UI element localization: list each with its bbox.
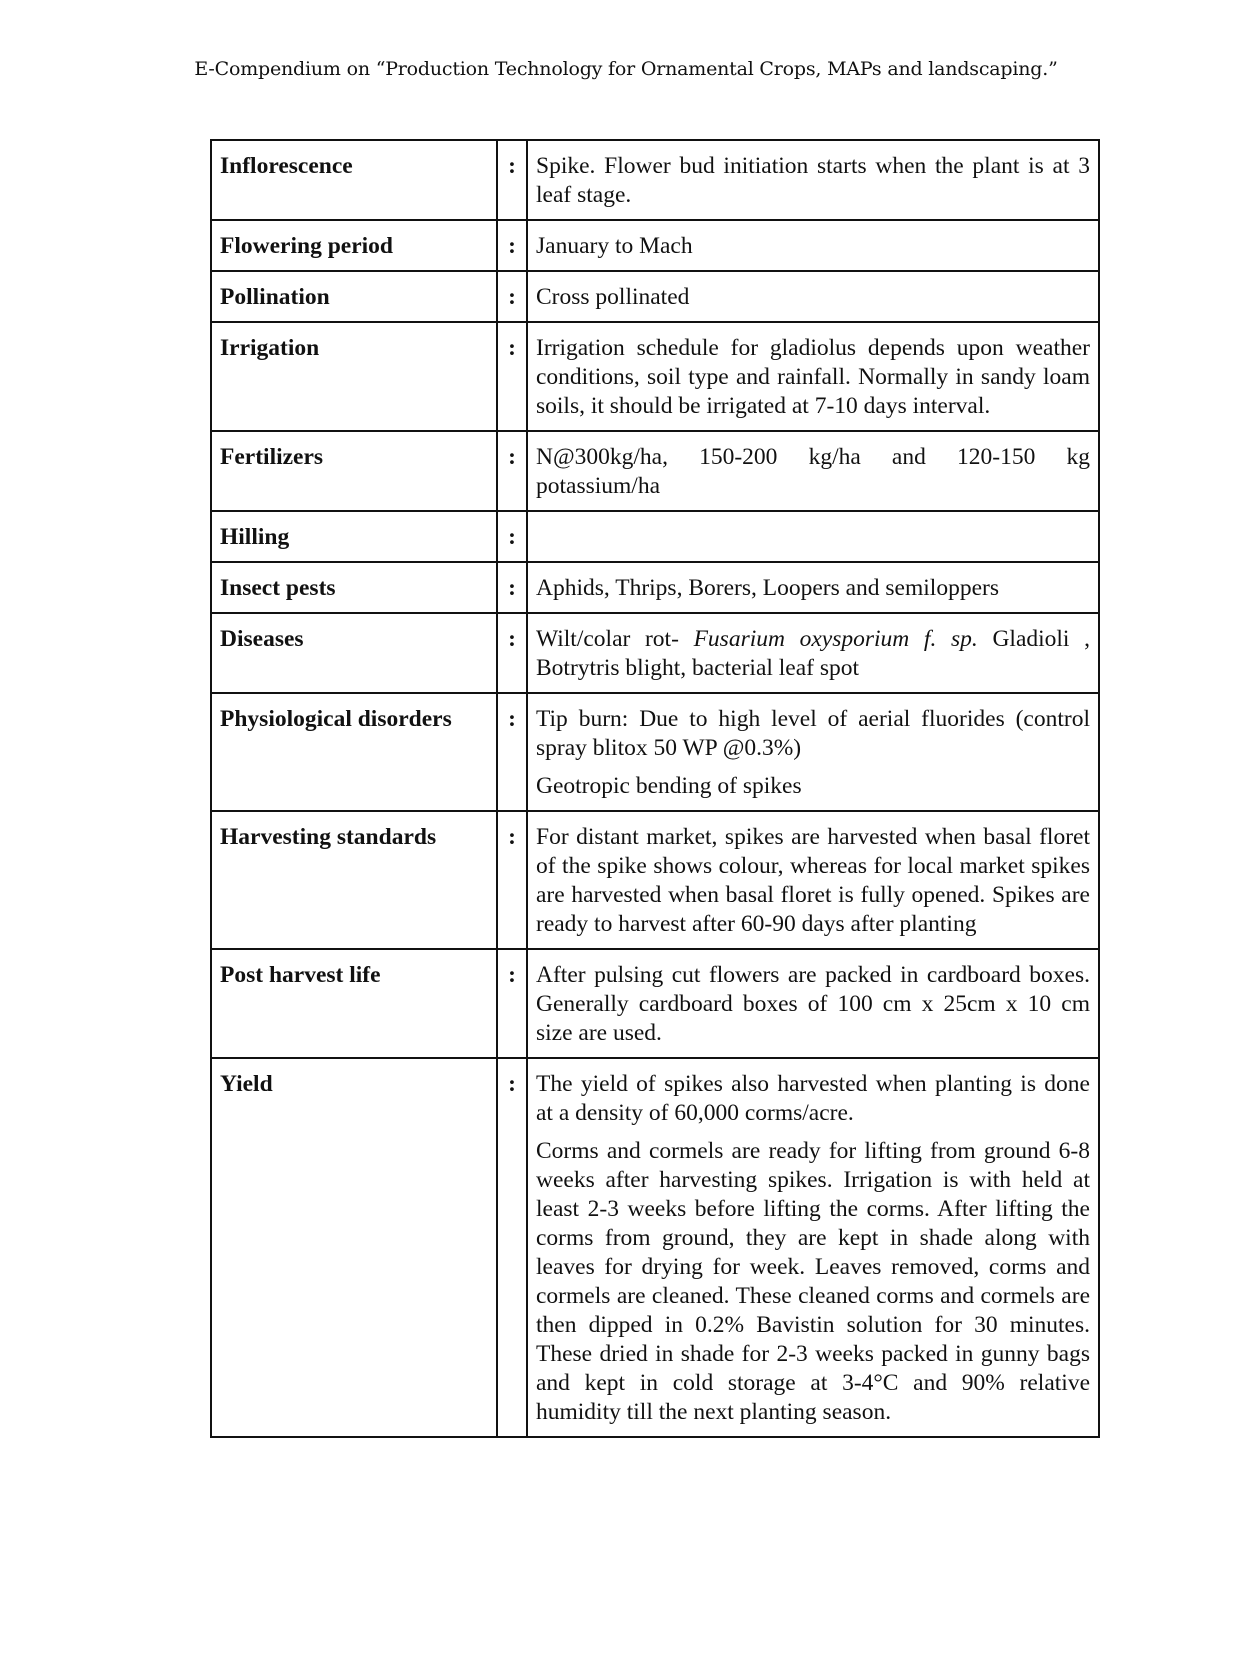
table-row (211, 562, 1099, 613)
colon-separator: : (497, 271, 527, 322)
colon-separator: : (497, 220, 527, 271)
row-value (527, 322, 1099, 431)
value-text: For distant market, spikes are harvested when basal floret of the spike shows colour, whereas for local market spikes are harvested when basal floret is fully opened. Spikes are ready to harvest after 60-90 days after planting (536, 824, 1090, 937)
table-row (211, 511, 1099, 562)
row-label: Inflorescence (211, 140, 497, 220)
value-text: Cross pollinated (536, 284, 690, 310)
row-value (527, 271, 1099, 322)
colon-separator: : (497, 1058, 527, 1437)
table-row (211, 140, 1099, 220)
value-text: Corms and cormels are ready for lifting from ground 6-8 weeks after harvesting spikes. Irrigation is with held at least 2-3 weeks before lifting the corms. After lifting the corms from ground, they are kept in shade along with leaves for drying for week. Leaves removed, corms and cormels are cleaned. These cleaned corms and cormels are then dipped in 0.2% Bavistin solution for 30 minutes. These dried in shade for 2-3 weeks packed in gunny bags and kept in cold storage at 3-4°C and 90% relative humidity till the next planting season. (536, 1138, 1090, 1425)
disease-prefix: Wilt/colar rot- (536, 626, 694, 652)
table-row (211, 1058, 1099, 1437)
value-text: Irrigation schedule for gladiolus depends upon weather conditions, soil type and rainfall. Normally in sandy loam soils, it should be irrigated at 7-10 days interval. (536, 335, 1090, 419)
row-value (527, 613, 1099, 693)
row-label: Fertilizers (211, 431, 497, 511)
value-text: January to Mach (536, 233, 693, 259)
value-text (536, 625, 1090, 683)
colon-separator: : (497, 140, 527, 220)
colon-separator: : (497, 562, 527, 613)
colon-separator: : (497, 511, 527, 562)
row-value (527, 949, 1099, 1058)
row-label: Diseases (211, 613, 497, 693)
row-label: Pollination (211, 271, 497, 322)
table-row (211, 949, 1099, 1058)
row-label: Yield (211, 1058, 497, 1437)
row-label: Flowering period (211, 220, 497, 271)
table-row (211, 271, 1099, 322)
row-label: Hilling (211, 511, 497, 562)
value-text: The yield of spikes also harvested when planting is done at a density of 60,000 corms/acre. (536, 1071, 1090, 1126)
value-text: Aphids, Thrips, Borers, Loopers and semiloppers (536, 575, 999, 601)
row-label: Insect pests (211, 562, 497, 613)
row-value (527, 562, 1099, 613)
pathogen-name: Fusarium oxysporium f. sp. (693, 626, 978, 652)
value-text: After pulsing cut flowers are packed in cardboard boxes. Generally cardboard boxes of 100 cm x 25cm x 10 cm size are used. (536, 962, 1090, 1046)
colon-separator: : (497, 431, 527, 511)
table-row (211, 613, 1099, 693)
colon-separator: : (497, 811, 527, 949)
value-text: Spike. Flower bud initiation starts when the plant is at 3 leaf stage. (536, 153, 1090, 208)
row-label: Harvesting standards (211, 811, 497, 949)
value-text: Tip burn: Due to high level of aerial fluorides (control spray blitox 50 WP @0.3%) (536, 706, 1090, 761)
row-value (527, 511, 1099, 562)
page-header: E-Compendium on “Production Technology for Ornamental Crops, MAPs and landscaping.” (194, 58, 1058, 80)
table-row (211, 431, 1099, 511)
row-value (527, 140, 1099, 220)
row-value (527, 220, 1099, 271)
row-value (527, 693, 1099, 811)
row-label: Irrigation (211, 322, 497, 431)
value-text: N@300kg/ha, 150-200 kg/ha and 120-150 kg potassium/ha (536, 444, 1090, 499)
row-label: Post harvest life (211, 949, 497, 1058)
table-row (211, 693, 1099, 811)
row-value (527, 1058, 1099, 1437)
table-row (211, 322, 1099, 431)
colon-separator: : (497, 322, 527, 431)
colon-separator: : (497, 949, 527, 1058)
colon-separator: : (497, 693, 527, 811)
row-label: Physiological disorders (211, 693, 497, 811)
value-text: Geotropic bending of spikes (536, 773, 802, 799)
row-value (527, 811, 1099, 949)
row-value (527, 431, 1099, 511)
table-row (211, 811, 1099, 949)
disease-suffix: Gladioli , Botrytris blight, bacterial leaf spot (536, 626, 1090, 681)
table-row (211, 220, 1099, 271)
colon-separator: : (497, 613, 527, 693)
crop-spec-table (210, 139, 1100, 1438)
value-text (536, 523, 1090, 552)
